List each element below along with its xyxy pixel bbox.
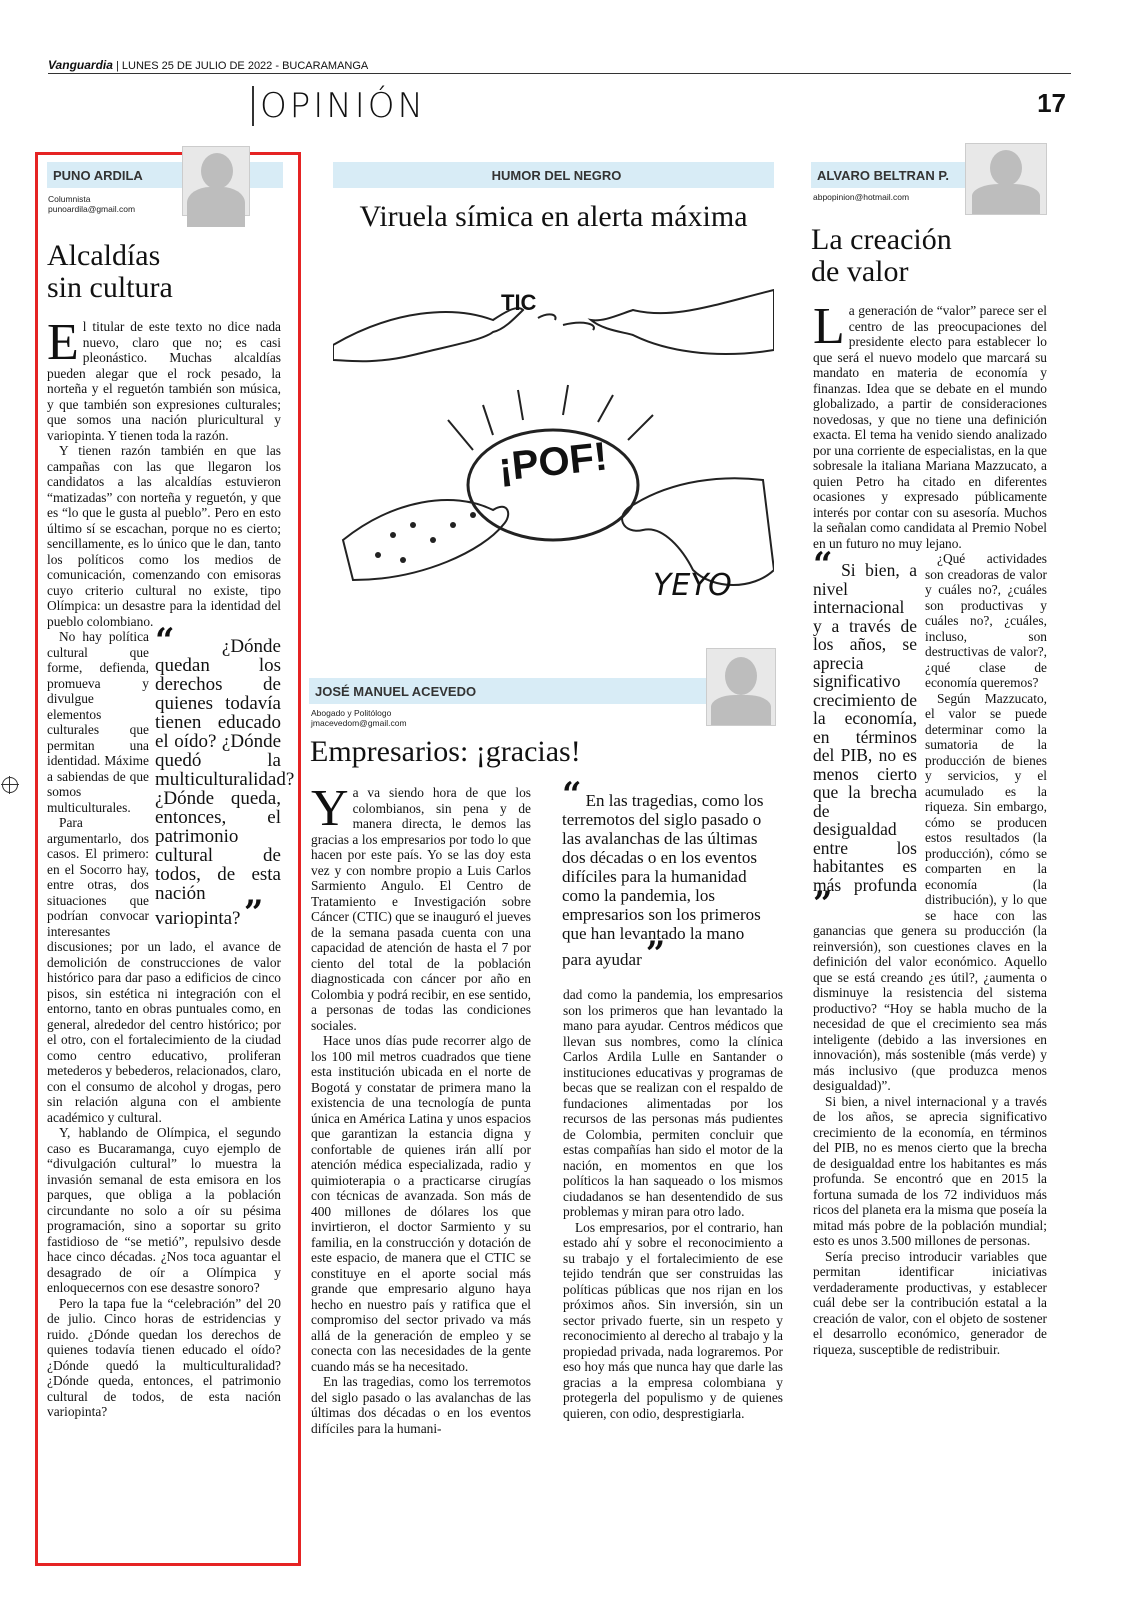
author-email: jmacevedom@gmail.com	[311, 718, 407, 728]
pull-quote	[155, 621, 295, 933]
drop-cap: Y	[311, 780, 349, 837]
paragraph: dad como la pandemia, los empresarios son los primeros que han levantado la mano para ayudar. Centros médicos que llevan sus nombres, como la clínica Carlos Ardila Lulle en Santander o instituciones educativas y programas de becas que se realizan con el respaldo de fundaciones alimentadas por los recursos de las personas más pudientes de Colombia, permiten concluir que estas compañías han sido el motor de la nación, en momentos en que los políticos la han saqueado o los mismos ciudadanos se han desentendido de sus problemas y miran para otro lado.	[563, 987, 783, 1219]
cartoon-label-tic: TIC	[501, 290, 537, 315]
article-title	[47, 240, 173, 304]
paragraph: El titular de este texto no dice nada nuevo, claro que no; es casi pleonástico. Muchas alcaldías pueden alegar que el rock pesado, la norteña y el reguetón también son música, y que también son expresiones culturales; que somos una nación pluricultural y variopinta. Y tienen toda la razón.	[47, 314, 281, 443]
paragraph: Y tienen razón también en que las campañas con las que llegaron los candidatos a las alcaldías estuvieron “matizadas” con norteña y reguetón, y que es “lo que le gusta al pueblo”. Pero en esto último sí se escachan, porque no es cierto; sencillamente, es lo único que le dan, tanto los políticos como los medios de comunicación, comenzando con emisoras cuyo criterio cultural no existe, tipo Olímpica: un desastre para la identidad del pueblo colombiano.	[47, 443, 281, 629]
paragraph: Pero la tapa fue la “celebración” del 20 de julio. Cinco horas de estridencias y ruido. ¿Dónde quedan los derechos de quienes todavía tienen educado el oído? ¿Dónde quedó la multiculturalidad? ¿Dónde queda, entonces, el patrimonio cultural de todos, de esta nación variopinta?	[47, 1295, 281, 1419]
author-meta	[48, 194, 135, 214]
article-title	[811, 224, 952, 288]
cartoon-header-label: HUMOR DEL NEGRO	[491, 168, 622, 183]
paragraph: Los empresarios, por el contrario, han estado ahí y sobre el reconocimiento a su trabajo y el fortalecimiento de ese tejido tendrán que ser construidas las políticas públicas que nos rijan en los próximos años. Sin inversión, sin un sector privado fuerte, sin un respeto y reconocimiento al derecho al trabajo y la propiedad privada, nada lograremos. Por eso hoy más que nunca hay que darle las gracias a la empresa colombiana y protegerla del populismo y de quienes quieren, con odio, desprestigiarla.	[563, 1219, 783, 1421]
pull-quote-text: En las tragedias, como los terremotos del siglo pasado o las avalanchas de las últimas dos décadas o en los eventos difíciles para la humanidad como la pandemia, los empresarios son los primeros que han levantado la mano para ayudar	[562, 791, 764, 969]
drop-cap: L	[813, 298, 845, 355]
cartoon-title: Viruela símica en alerta máxima	[359, 200, 748, 233]
page-number: 17	[1037, 88, 1066, 118]
author-name: PUNO ARDILA	[53, 168, 143, 183]
article-body-col-a	[311, 780, 531, 1436]
close-quote-icon: ”	[645, 934, 666, 974]
author-meta	[311, 708, 407, 728]
paragraph: ¿Qué actividades son creadoras de valor y cuáles no?, ¿cuáles son productivas y cuáles no?, ¿cuáles, incluso, son destructivas de valor?, ¿qué clase de economía queremos?	[925, 551, 1047, 690]
pull-quote-text: Si bien, a nivel internacional y a través de los años, se aprecia significativo crecimiento de la economía, en términos del PIB, no es menos cierto que la brecha de desigualdad entre los habitantes es más profunda	[813, 560, 917, 895]
masthead-separator: |	[115, 60, 122, 72]
author-role: Columnista	[48, 194, 91, 204]
masthead	[48, 58, 368, 72]
paragraph: Según Mazzucato, el valor se puede determinar como la sumatoria de la producción de bienes y servicios, y el acumulado es la riqueza. Sin embargo, cómo se producen estos resultados (la producción), cómo se comparten en la economía (la distribución), y lo que se hace con las ganancias que genera su producción (la reinversión), son cuestiones claves en la definición del valor económico. Aquello que se está creando ¿es útil?, ¿aumenta o disminuye la resistencia del sistema productivo? “Hoy se habla mucho de la necesidad de que el crecimiento sea más inteligente (debido a las inversiones en innovación), más sostenible (más verde) y más inclusivo (que produzca menos desigualdad)”.	[813, 690, 1047, 1093]
cartoon-label-pof: ¡POF!	[496, 434, 610, 490]
top-rule	[48, 73, 1071, 74]
author-email: punoardila@gmail.com	[48, 204, 136, 214]
crop-mark-icon	[2, 777, 18, 793]
author-photo	[706, 648, 776, 726]
title-line-2: sin cultura	[47, 271, 173, 304]
article-body	[47, 314, 295, 1420]
open-quote-icon: “	[813, 545, 833, 585]
article-body-col-b	[563, 987, 783, 1421]
dateline: LUNES 25 DE JULIO DE 2022 - BUCARAMANGA	[121, 60, 369, 72]
close-quote-icon: ”	[813, 884, 833, 924]
paragraph: Y, hablando de Olímpica, el segundo caso es Bucaramanga, cuyo ejemplo de “divulgación cultural” lo muestra la invasión semanal de esta emisora en los parques, que obliga a la población circundante no solo a oír su pésima programación, sino a soportar su grito fastidioso de “se metió”, repulsivo desde hace cinco décadas. ¿Nos toca aguantar el desagrado de oír a Olímpica y enloquecernos con ese desastre sonoro?	[47, 1125, 281, 1295]
author-role: Abogado y Politólogo	[311, 708, 392, 718]
paragraph: Para argumentarlo, dos casos. El primero: en el Socorro hay, entre otras, dos situaciones que podrían convocar interesantes discusiones; por un lado, el avance de demolición de construcciones de valor histórico para dar paso a edificios de cinco pisos, sin estética ni integración con el entorno, tanto en obras puntuales como, en general, alrededor del centro histórico; por el otro, con el fortalecimiento de la ciudad como centro educativo, proliferan metederos y bebederos, relacionados, claro, con el consumo de alcohol y drogas, pero sin relación alguna con el ambiente académico y cultural.	[47, 815, 281, 1125]
section-title: OPINIÓN	[252, 86, 426, 126]
author-bar	[309, 678, 729, 704]
cartoon-signature: YEYO	[653, 568, 732, 603]
pull-quote	[562, 775, 774, 974]
open-quote-icon: “	[562, 775, 582, 815]
author-email: abpopinion@hotmail.com	[813, 192, 910, 202]
pull-quote-text: ¿Dónde quedan los derechos de quienes todavía tienen educado el oído? ¿Dónde quedó la multiculturalidad? ¿Dónde queda, entonces, el patrimonio cultural de todos, de esta nación variopinta?	[155, 636, 295, 929]
paragraph: Sería preciso introducir variables que permitan identificar iniciativas verdaderamente productivas, y establecer cuál debe ser la contribución estatal a la creación de valor, con el objeto de sostener el desarrollo económico, generador de riqueza, susceptible de redistribuir.	[813, 1248, 1047, 1357]
cartoon-illustration	[333, 250, 774, 650]
drop-cap: E	[47, 314, 79, 371]
article-body	[813, 298, 1047, 1357]
article-title: Empresarios: ¡gracias!	[310, 735, 581, 768]
pull-quote	[813, 545, 917, 924]
paragraph: Hace unos días pude recorrer algo de los 100 mil metros cuadrados que tiene esta institución ubicada en el norte de Bogotá y constatar de primera mano la existencia de una tecnología de punta única en América Latina y unos espacios que garantizan la estancia digna y confortable de quienes irán allí por atención médica especializada, radio y quimioterapia o a practicarse cirugías con técnicas de avanzada. Son más de 400 millones de dólares los que invirtieron, el doctor Sarmiento y su familia, en la construcción y dotación de este espacio, de manera que el CTIC se constituye en el aporte social más grande que empresario alguno haya hecho en nuestro país y ratifica que el compromiso del sector privado va más allá de la generación de empleo y se conecta con las necesidades de la gente cuando más se ha necesitado.	[311, 1033, 531, 1374]
title-line-1: Alcaldías	[47, 239, 161, 272]
cartoon-header	[333, 162, 774, 188]
paragraph: Ya va siendo hora de que los colombianos, sin pena y de manera directa, le demos las gracias a los empresarios por todo lo que hacen por este país. Yo se las doy esta vez y con nombre propio a Luis Carlos Sarmiento Angulo. El Centro de Tratamiento e Investigación sobre Cáncer (CTIC) que se inauguró el jueves de la semana pasada cuenta con una capacidad de atención de hasta el 7 por ciento del total de la población diagnosticada con cáncer por año en Colombia y podrá recibir, en ese sentido, a personas de todas las condiciones sociales.	[311, 780, 531, 1033]
author-name: ALVARO BELTRAN P.	[817, 168, 949, 183]
close-quote-icon: ”	[243, 893, 264, 933]
paragraph: No hay política cultural que forme, defienda, promueva y divulgue elementos culturales que permitan una identidad. Máxime a sabiendas de que somos multiculturales.	[47, 629, 149, 815]
open-quote-icon: “	[155, 621, 175, 661]
author-photo	[965, 143, 1047, 215]
paragraph: En las tragedias, como los terremotos del siglo pasado o las avalanchas de las últimas dos décadas o en los eventos difíciles para la humani-	[311, 1374, 531, 1436]
paragraph: La generación de “valor” parece ser el centro de las preocupaciones del presidente electo para establecer lo que será el nuevo modelo que marcará su mandato en materia de economía y finanzas. Idea que se debate en el mundo globalizado, a partir de consideraciones novedosas, y que no tiene una definición exacta. El tema ha venido siendo analizado por una corriente de especialistas, en la que sobresale la italiana Mariana Mazzucato, a quien Petro ha citado en diferentes ocasiones y expresado públicamente interés por contar con su asesoría. Muchos la señalan como candidata al Premio Nobel en un futuro no muy lejano.	[813, 298, 1047, 551]
brand-logo: Vanguardia	[48, 58, 113, 72]
title-line-2: de valor	[811, 255, 909, 288]
paragraph: Si bien, a nivel internacional y a través de los años, se aprecia significativo crecimiento de la economía, en términos del PIB, no es menos cierto que la brecha de desigualdad entre los habitantes es más profunda. Se encontró que en 2015 la fortuna sumada de los 72 individuos más ricos del planeta era la misma que poseía la mitad más pobre de la población mundial; esto es unos 3.500 millones de personas.	[813, 1093, 1047, 1248]
title-line-1: La creación	[811, 223, 952, 256]
author-name: JOSÉ MANUEL ACEVEDO	[315, 684, 477, 699]
author-photo	[182, 146, 250, 216]
